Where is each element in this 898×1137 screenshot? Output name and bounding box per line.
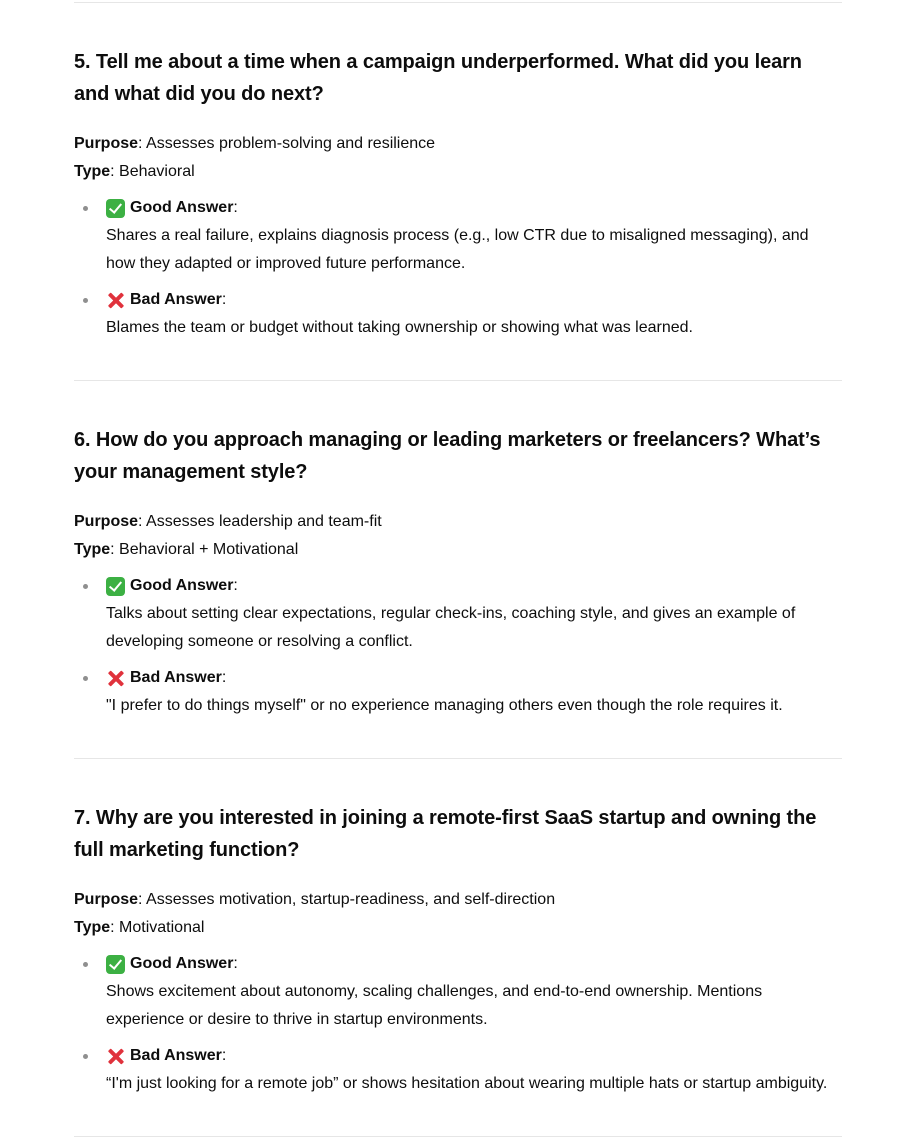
question-section	[74, 3, 842, 380]
document-page	[74, 0, 842, 1137]
question-heading: 5. Tell me about a time when a campaign underperformed. What did you learn and what did you do next?	[74, 51, 802, 105]
bad-answer-text: Blames the team or budget without taking ownership or showing what was learned.	[106, 319, 693, 336]
list-item	[74, 950, 842, 1034]
purpose-label: Purpose	[74, 513, 139, 530]
purpose-line	[74, 886, 842, 914]
bad-answer-colon: :	[221, 1047, 227, 1064]
list-item	[74, 572, 842, 656]
purpose-value: : Assesses motivation, startup-readiness, and self-direction	[138, 891, 556, 908]
question-heading: 7. Why are you interested in joining a remote-first SaaS startup and owning the full marketing function?	[74, 807, 817, 861]
good-answer-colon: :	[233, 955, 238, 972]
good-answer-text: Talks about setting clear expectations, regular check-ins, coaching style, and gives an example of developing someone or resolving a conflict.	[106, 605, 796, 650]
question-section	[74, 381, 842, 758]
bad-answer-colon: :	[221, 291, 227, 308]
purpose-line	[74, 508, 842, 536]
cross-mark-icon	[106, 291, 125, 310]
bad-answer-colon: :	[221, 669, 227, 686]
bad-answer-text: "I prefer to do things myself" or no experience managing others even though the role requires it.	[106, 697, 783, 714]
question-heading: 6. How do you approach managing or leading marketers or freelancers? What’s your management style?	[74, 429, 821, 483]
question-section	[74, 759, 842, 1136]
check-mark-icon	[106, 199, 125, 218]
good-answer-text: Shares a real failure, explains diagnosis process (e.g., low CTR due to misaligned messaging), and how they adapted or improved future performance.	[106, 227, 809, 272]
good-answer-colon: :	[233, 577, 238, 594]
type-label: Type	[74, 541, 111, 558]
good-answer-label: Good Answer	[130, 577, 234, 594]
type-value: : Behavioral + Motivational	[110, 541, 299, 558]
bad-answer-label: Bad Answer	[130, 669, 222, 686]
purpose-value: : Assesses problem-solving and resilience	[138, 135, 436, 152]
purpose-value: : Assesses leadership and team-fit	[138, 513, 382, 530]
purpose-line	[74, 130, 842, 158]
list-item	[74, 1042, 842, 1098]
list-item	[74, 194, 842, 278]
answer-list	[74, 572, 842, 720]
type-value: : Behavioral	[110, 163, 195, 180]
bad-answer-label: Bad Answer	[130, 1047, 222, 1064]
cross-mark-icon	[106, 669, 125, 688]
answer-list	[74, 194, 842, 342]
list-item	[74, 664, 842, 720]
type-line	[74, 536, 842, 564]
answer-list	[74, 950, 842, 1098]
check-mark-icon	[106, 955, 125, 974]
type-line	[74, 158, 842, 186]
good-answer-colon: :	[233, 199, 238, 216]
purpose-label: Purpose	[74, 135, 139, 152]
type-label: Type	[74, 163, 111, 180]
type-line	[74, 914, 842, 942]
check-mark-icon	[106, 577, 125, 596]
bad-answer-label: Bad Answer	[130, 291, 222, 308]
good-answer-label: Good Answer	[130, 199, 234, 216]
list-item	[74, 286, 842, 342]
bad-answer-text: “I'm just looking for a remote job” or shows hesitation about wearing multiple hats or startup ambiguity.	[106, 1075, 828, 1092]
cross-mark-icon	[106, 1047, 125, 1066]
purpose-label: Purpose	[74, 891, 139, 908]
good-answer-label: Good Answer	[130, 955, 234, 972]
good-answer-text: Shows excitement about autonomy, scaling challenges, and end-to-end ownership. Mentions experience or desire to thrive in startup environments.	[106, 983, 763, 1028]
type-label: Type	[74, 919, 111, 936]
type-value: : Motivational	[110, 919, 205, 936]
